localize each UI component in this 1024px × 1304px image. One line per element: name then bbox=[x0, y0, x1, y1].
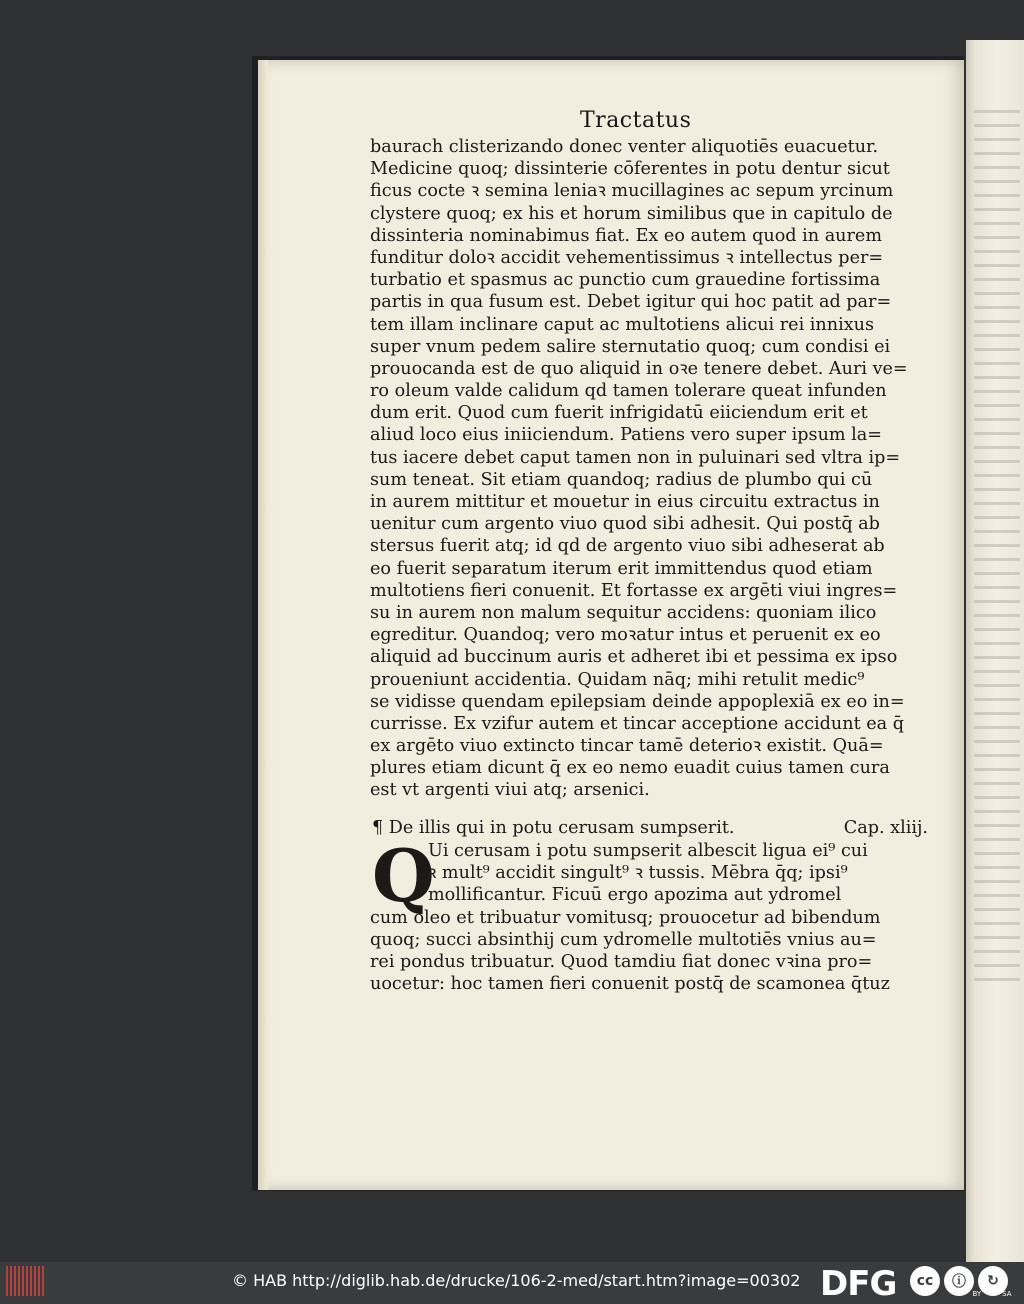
text-line: in aurem mittitur et mouetur in eius circuitu extractus in bbox=[370, 492, 880, 512]
drop-cap-initial: Q bbox=[372, 833, 435, 918]
text-line: ex argēto viuo extincto tincar tamē deterioꝛ existit. Quā= bbox=[370, 736, 884, 757]
text-line: aliquid ad buccinum auris et adheret ibi et pessima ex ipso bbox=[370, 647, 898, 668]
cc-license-labels bbox=[962, 1290, 1022, 1298]
text-line: tem illam inclinare caput ac multotiens alicui rei innixus bbox=[370, 314, 874, 335]
text-line: plures etiam dicunt q̄ ex eo nemo euadit cuius tamen cura bbox=[370, 758, 890, 779]
license-sa-label: SA bbox=[1002, 1290, 1012, 1298]
text-line: prouocanda est de quo aliquid in oꝛe tenere debet. Auri ve= bbox=[370, 358, 908, 379]
permalink-url[interactable]: http://diglib.hab.de/drucke/106-2-med/start.htm?image=00302 bbox=[292, 1271, 801, 1290]
text-line: rei pondus tribuatur. Quod tamdiu fiat donec vꝛina pro= bbox=[370, 951, 873, 972]
text-line: egreditur. Quandoq; vero moꝛatur intus et peruenit ex eo bbox=[370, 625, 881, 646]
footer-attribution bbox=[232, 1271, 800, 1290]
hab-barcode-icon bbox=[6, 1266, 46, 1296]
chapter-body-text bbox=[370, 833, 930, 995]
chapter-heading: ¶ De illis qui in potu cerusam sumpserit. bbox=[372, 818, 735, 838]
body-text bbox=[370, 136, 930, 802]
adjacent-leaf-bleed-text bbox=[974, 110, 1020, 990]
dfg-logo[interactable]: DFG bbox=[820, 1264, 897, 1304]
chapter-heading-row bbox=[372, 818, 928, 838]
text-line: ꝛ mult⁹ accidit singult⁹ ꝛ tussis. Mēbra q̄q; ipsi⁹ bbox=[428, 863, 848, 884]
text-line: eo fuerit separatum iterum erit immittendus quod etiam bbox=[370, 558, 873, 579]
text-line: su in aurem non malum sequitur accidens: quoniam ilico bbox=[370, 602, 877, 623]
text-line: se vidisse quendam epilepsiam deinde appoplexiā ex eo in= bbox=[370, 691, 905, 712]
text-line: mollificantur. Ficuū ergo apozima aut ydromel bbox=[428, 885, 842, 906]
text-line: dissinteria nominabimus fiat. Ex eo autem quod in aurem bbox=[370, 225, 883, 246]
text-line: ro oleum valde calidum qd tamen tolerare queat infunden bbox=[370, 381, 887, 402]
text-line: super vnum pedem salire sternutatio quoq; cum condisi ei bbox=[370, 336, 891, 357]
attribution-icon: ⓘ bbox=[944, 1266, 974, 1296]
license-by-label: BY bbox=[972, 1290, 982, 1298]
cc-icon: cc bbox=[910, 1266, 940, 1296]
text-line: aliud loco eius iniiciendum. Patiens vero super ipsum la= bbox=[370, 425, 883, 446]
text-line: dum erit. Quod cum fuerit infrigidatū eiiciendum erit et bbox=[370, 403, 868, 424]
text-line: turbatio et spasmus ac punctio cum grauedine fortissima bbox=[370, 270, 881, 291]
text-line: tus iacere debet caput tamen non in puluinari sed vltra ip= bbox=[370, 447, 901, 468]
text-line: cum oleo et tribuatur vomitusq; prouocetur ad bibendum bbox=[370, 907, 881, 928]
text-line: currisse. Ex vzifur autem et tincar acceptione accidunt ea q̄ bbox=[370, 713, 905, 734]
text-line: clystere quoq; ex his et horum similibus que in capitulo de bbox=[370, 203, 893, 224]
text-line: est vt argenti viui atq; arsenici. bbox=[370, 780, 650, 801]
text-line: Ui cerusam i potu sumpserit albescit ligua ei⁹ cui bbox=[428, 841, 868, 861]
text-line: baurach clisterizando donec venter aliquotiēs euacuetur. bbox=[370, 137, 879, 157]
text-line: quoq; succi absinthij cum ydromelle multotiēs vnius au= bbox=[370, 929, 877, 950]
text-line: funditur doloꝛ accidit vehementissimus ꝛ intellectus per= bbox=[370, 247, 884, 268]
text-line: partis in qua fusum est. Debet igitur qui hoc patit ad par= bbox=[370, 292, 892, 313]
running-head: Tractatus bbox=[580, 108, 692, 133]
text-line: ficus cocte ꝛ semina leniaꝛ mucillagines ac sepum yrcinum bbox=[370, 181, 894, 202]
text-line: multotiens fieri conuenit. Et fortasse ex argēti viui ingres= bbox=[370, 580, 898, 601]
copyright-notice: © HAB bbox=[232, 1271, 288, 1290]
text-line: uenitur cum argento viuo quod sibi adhesit. Qui postq̄ ab bbox=[370, 514, 880, 535]
text-line: proueniunt accidentia. Quidam nāq; mihi retulit medic⁹ bbox=[370, 669, 865, 690]
share-alike-icon: ↻ bbox=[978, 1266, 1008, 1296]
text-line: uocetur: hoc tamen fieri conuenit postq̄ de scamonea q̄tuz bbox=[370, 974, 890, 995]
text-line: stersus fuerit atq; id qd de argento viuo sibi adheserat ab bbox=[370, 536, 885, 557]
text-line: sum teneat. Sit etiam quandoq; radius de plumbo qui cū bbox=[370, 469, 873, 490]
chapter-number: Cap. xliij. bbox=[843, 818, 928, 838]
text-line: Medicine quoq; dissinterie cōferentes in potu dentur sicut bbox=[370, 159, 890, 180]
page-gutter-edge bbox=[258, 60, 268, 1190]
